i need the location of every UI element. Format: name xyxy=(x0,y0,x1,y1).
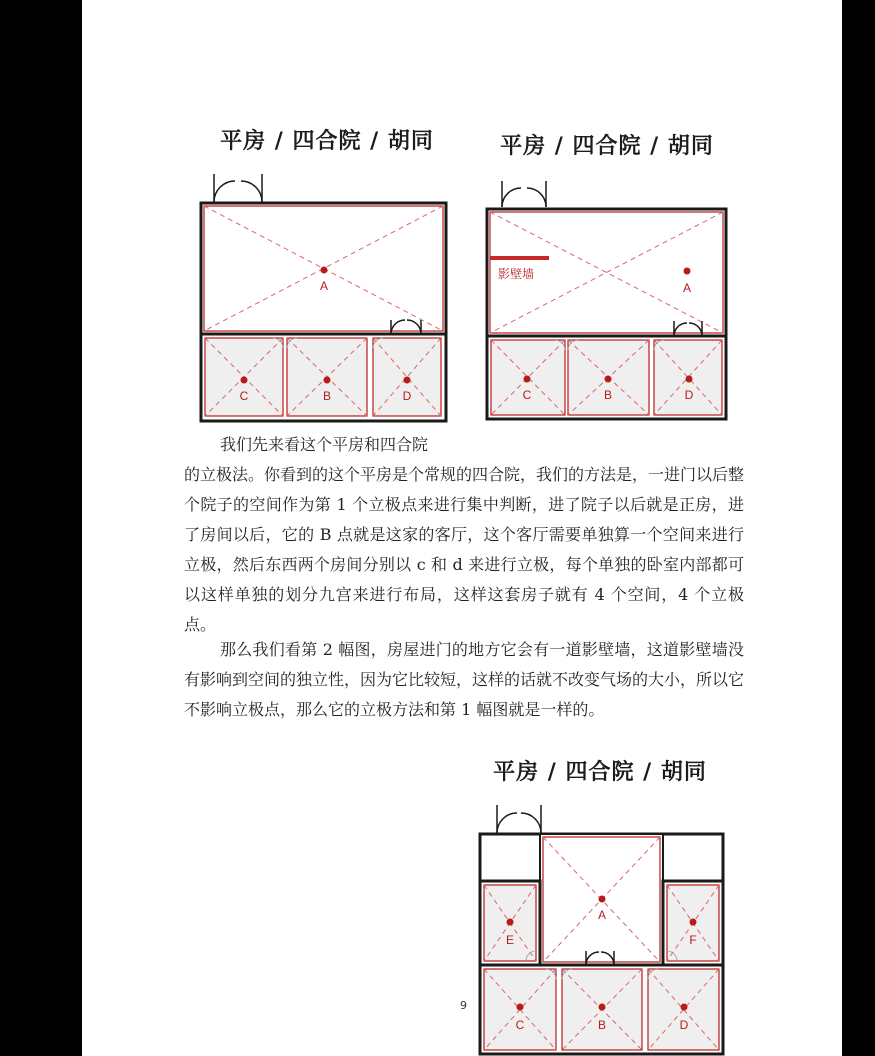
label-b: B xyxy=(597,1018,607,1032)
point-a-dot xyxy=(599,896,606,903)
point-e-dot xyxy=(507,919,514,926)
point-d-dot xyxy=(681,1004,688,1011)
point-c-dot xyxy=(241,377,248,384)
point-d-dot xyxy=(404,377,411,384)
point-b-dot xyxy=(324,377,331,384)
label-d: D xyxy=(684,388,694,402)
label-c: C xyxy=(239,389,249,403)
entrance-door xyxy=(502,181,546,207)
label-d: D xyxy=(402,389,412,403)
entrance-door xyxy=(497,805,541,833)
point-b-dot xyxy=(605,376,612,383)
label-f: F xyxy=(689,933,697,947)
floor-plan-figure-1 xyxy=(197,110,457,425)
floor-plan-3 xyxy=(470,755,730,1056)
point-a-dot xyxy=(321,267,328,274)
point-a-dot xyxy=(684,268,691,275)
paragraph-1-body: 的立极法。你看到的这个平房是个常规的四合院，我们的方法是，一进门以后整个院子的空间作为第 1 个立极点来进行集中判断，进了院子以后就是正房，进了房间以后，它的 B 点就是这家的客厅，这个客厅需要单独算一个空间来进行立极，然后东西两个房间分别以 c 和 d 来进行立极，每个单独的卧室内部都可以这样单独的划分九宫来进行布局，这样这套房子就有 4 个空间，4 个立极点。 xyxy=(184,465,745,634)
point-d-dot xyxy=(686,376,693,383)
figure-title: 平房 / 四合院 / 胡同 xyxy=(493,760,707,785)
floor-plan-1 xyxy=(197,110,457,425)
floor-plan-figure-3 xyxy=(470,755,730,1056)
point-c-dot xyxy=(524,376,531,383)
label-a: A xyxy=(682,281,692,295)
label-e: E xyxy=(505,933,515,947)
label-a: A xyxy=(319,279,329,293)
page-number: 9 xyxy=(460,999,467,1012)
label-c: C xyxy=(515,1018,525,1032)
document-page xyxy=(82,0,842,1056)
point-c-dot xyxy=(517,1004,524,1011)
label-b: B xyxy=(603,388,613,402)
floor-plan-figure-2 xyxy=(482,115,732,425)
label-d: D xyxy=(679,1018,689,1032)
entrance-door xyxy=(214,174,262,202)
paragraph-2: 那么我们看第 2 幅图，房屋进门的地方它会有一道影壁墙，这道影壁墙没有影响到空间的独立性，因为它比较短，这样的话就不改变气场的大小，所以它不影响立极点，那么它的立极方法和第 1 幅图就是一样的。 xyxy=(184,640,745,719)
label-b: B xyxy=(322,389,332,403)
figure-title: 平房 / 四合院 / 胡同 xyxy=(500,134,714,159)
point-b-dot xyxy=(599,1004,606,1011)
point-f-dot xyxy=(690,919,697,926)
screen-wall-label: 影壁墙 xyxy=(498,267,535,281)
label-c: C xyxy=(522,388,532,402)
paragraph-1-opening: 我们先来看这个平房和四合院 xyxy=(220,435,429,454)
floor-plan-2 xyxy=(482,115,732,425)
figure-title: 平房 / 四合院 / 胡同 xyxy=(220,129,434,154)
label-a: A xyxy=(597,908,607,922)
